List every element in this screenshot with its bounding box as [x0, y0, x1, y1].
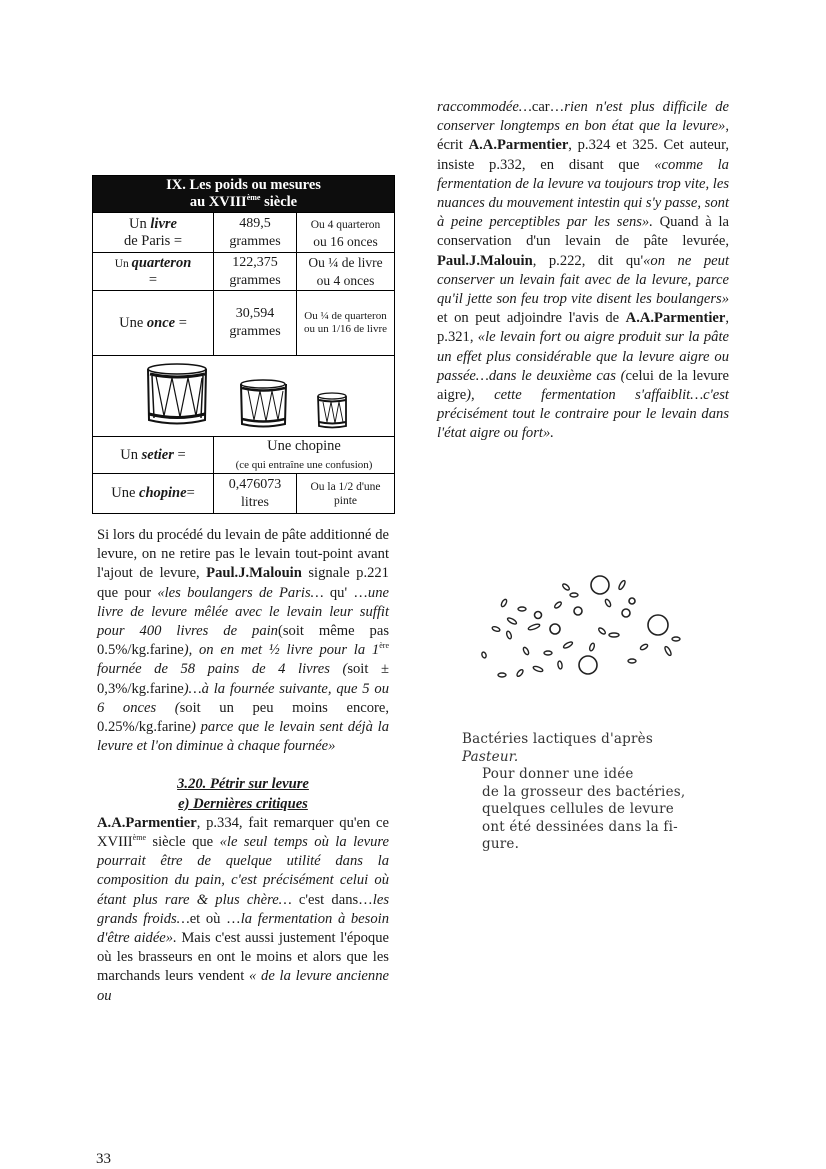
unit-cell: Un quarteron =	[93, 253, 214, 291]
left-column	[97, 526, 389, 1006]
table-row	[93, 213, 395, 253]
paragraph-parmentier: A.A.Parmentier, p.334, fait remarquer qu'en ce XVIIIème siècle que «le seul temps où la levure pourrait être de quelque utilité dans la composition du pain, c'est précisément celui où étant plus rare & plus chère… c'est dans…les grands froids…et où …la fermentation à besoin d'être aidée». Mais c'est aussi justement l'époque où les brasseurs en ont le moins et alors que les marchands leurs vendent « de la levure ancienne ou	[97, 814, 389, 1004]
table-title-line2: au XVIII	[189, 194, 247, 210]
value-cell: 489,5 grammes	[214, 213, 297, 253]
equivalence-cell: Une chopine (ce qui entraîne une confusion)	[214, 437, 395, 474]
value-cell: 122,375 grammes	[214, 253, 297, 291]
weights-table	[92, 175, 395, 514]
table-title-line1: IX. Les poids ou mesures	[166, 177, 321, 193]
unit-cell: Une once =	[93, 291, 214, 356]
equivalence-cell: Ou ¼ de quarteron ou un 1/16 de livre	[297, 291, 395, 356]
section-subheading: e) Dernières critiques	[178, 795, 308, 812]
lactic-bacteria-drawing	[462, 565, 710, 725]
unit-cell: Un livre de Paris =	[93, 213, 214, 253]
section-heading: 3.20. Pétrir sur levure	[177, 776, 309, 793]
paragraph-malouin: Si lors du procédé du levain de pâte additionné de levure, on ne retire pas le levain tout-point avant l'ajout de levure, Paul.J.Malouin signale p.221 que pour «les boulangers de Paris… qu' …une livre de levure mêlée avec le levain leur suffit pour 400 livres de pain(soit même pas 0.5%/kg.farine), on en met ½ livre pour la 1ère fournée de 58 pains de 4 livres (soit ± 0,3%/kg.farine)…à la fournée suivante, que 5 ou 6 onces (soit un peu moins encore, 0.25%/kg.farine) parce que le levain sent déjà la levure et l'on diminue à chaque fournée»	[97, 527, 390, 755]
table-row	[93, 291, 395, 356]
measure-vessels-illustration	[93, 356, 395, 437]
table-header	[93, 176, 395, 213]
equivalence-cell: Ou la 1/2 d'une pinte	[297, 474, 395, 514]
figure-caption: Bactéries lactiques d'après Pasteur. Pour donner une idée de la grosseur des bactéries, quelques cellules de levure ont été dessinées dans la fi- gure.	[462, 731, 686, 852]
bacteria-figure	[462, 565, 710, 852]
table-row	[93, 437, 395, 474]
equivalence-cell: Ou 4 quarteron ou 16 onces	[297, 213, 395, 253]
table-title-line2-end: siècle	[260, 194, 298, 210]
right-column	[437, 98, 729, 444]
table-row	[93, 253, 395, 291]
measure-cups-image	[94, 356, 394, 431]
unit-cell: Un setier =	[93, 437, 214, 474]
value-cell: 0,476073 litres	[214, 474, 297, 514]
unit-cell: Une chopine=	[93, 474, 214, 514]
value-cell: 30,594 grammes	[214, 291, 297, 356]
paragraph-conservation: raccommodée…car…rien n'est plus difficile de conserver longtemps en bon état que la levure», écrit A.A.Parmentier, p.324 et 325. Cet auteur, insiste p.332, en disant que «comme la fermentation de la levure va toujours trop vite, les nuances du mouvement intestin qui s'y passe, sont à peine perceptibles par les sens». Quand à la conservation d'un levain de pâte levurée, Paul.J.Malouin, p.222, dit qu'«on ne peut conserver un levain fait avec de la levure, parce qu'il jette son feu trop vite disent les boulangers» et on peut adjoindre l'avis de A.A.Parmentier, p.321, «le levain fort ou aigre produit sur la pâte un effet plus considérable que la levure aigre ou passée…dans le deuxième cas (celui de la levure aigre), cette fermentation s'affaiblit…c'est précisément tout le contraire pour le levain dans l'état aigre ou fort».	[437, 99, 730, 442]
table-row	[93, 474, 395, 514]
table-title-sup: ème	[246, 193, 261, 202]
page-number: 33	[96, 1151, 111, 1167]
equivalence-cell: Ou ¼ de livre ou 4 onces	[297, 253, 395, 291]
table-row-illustration	[93, 356, 395, 437]
